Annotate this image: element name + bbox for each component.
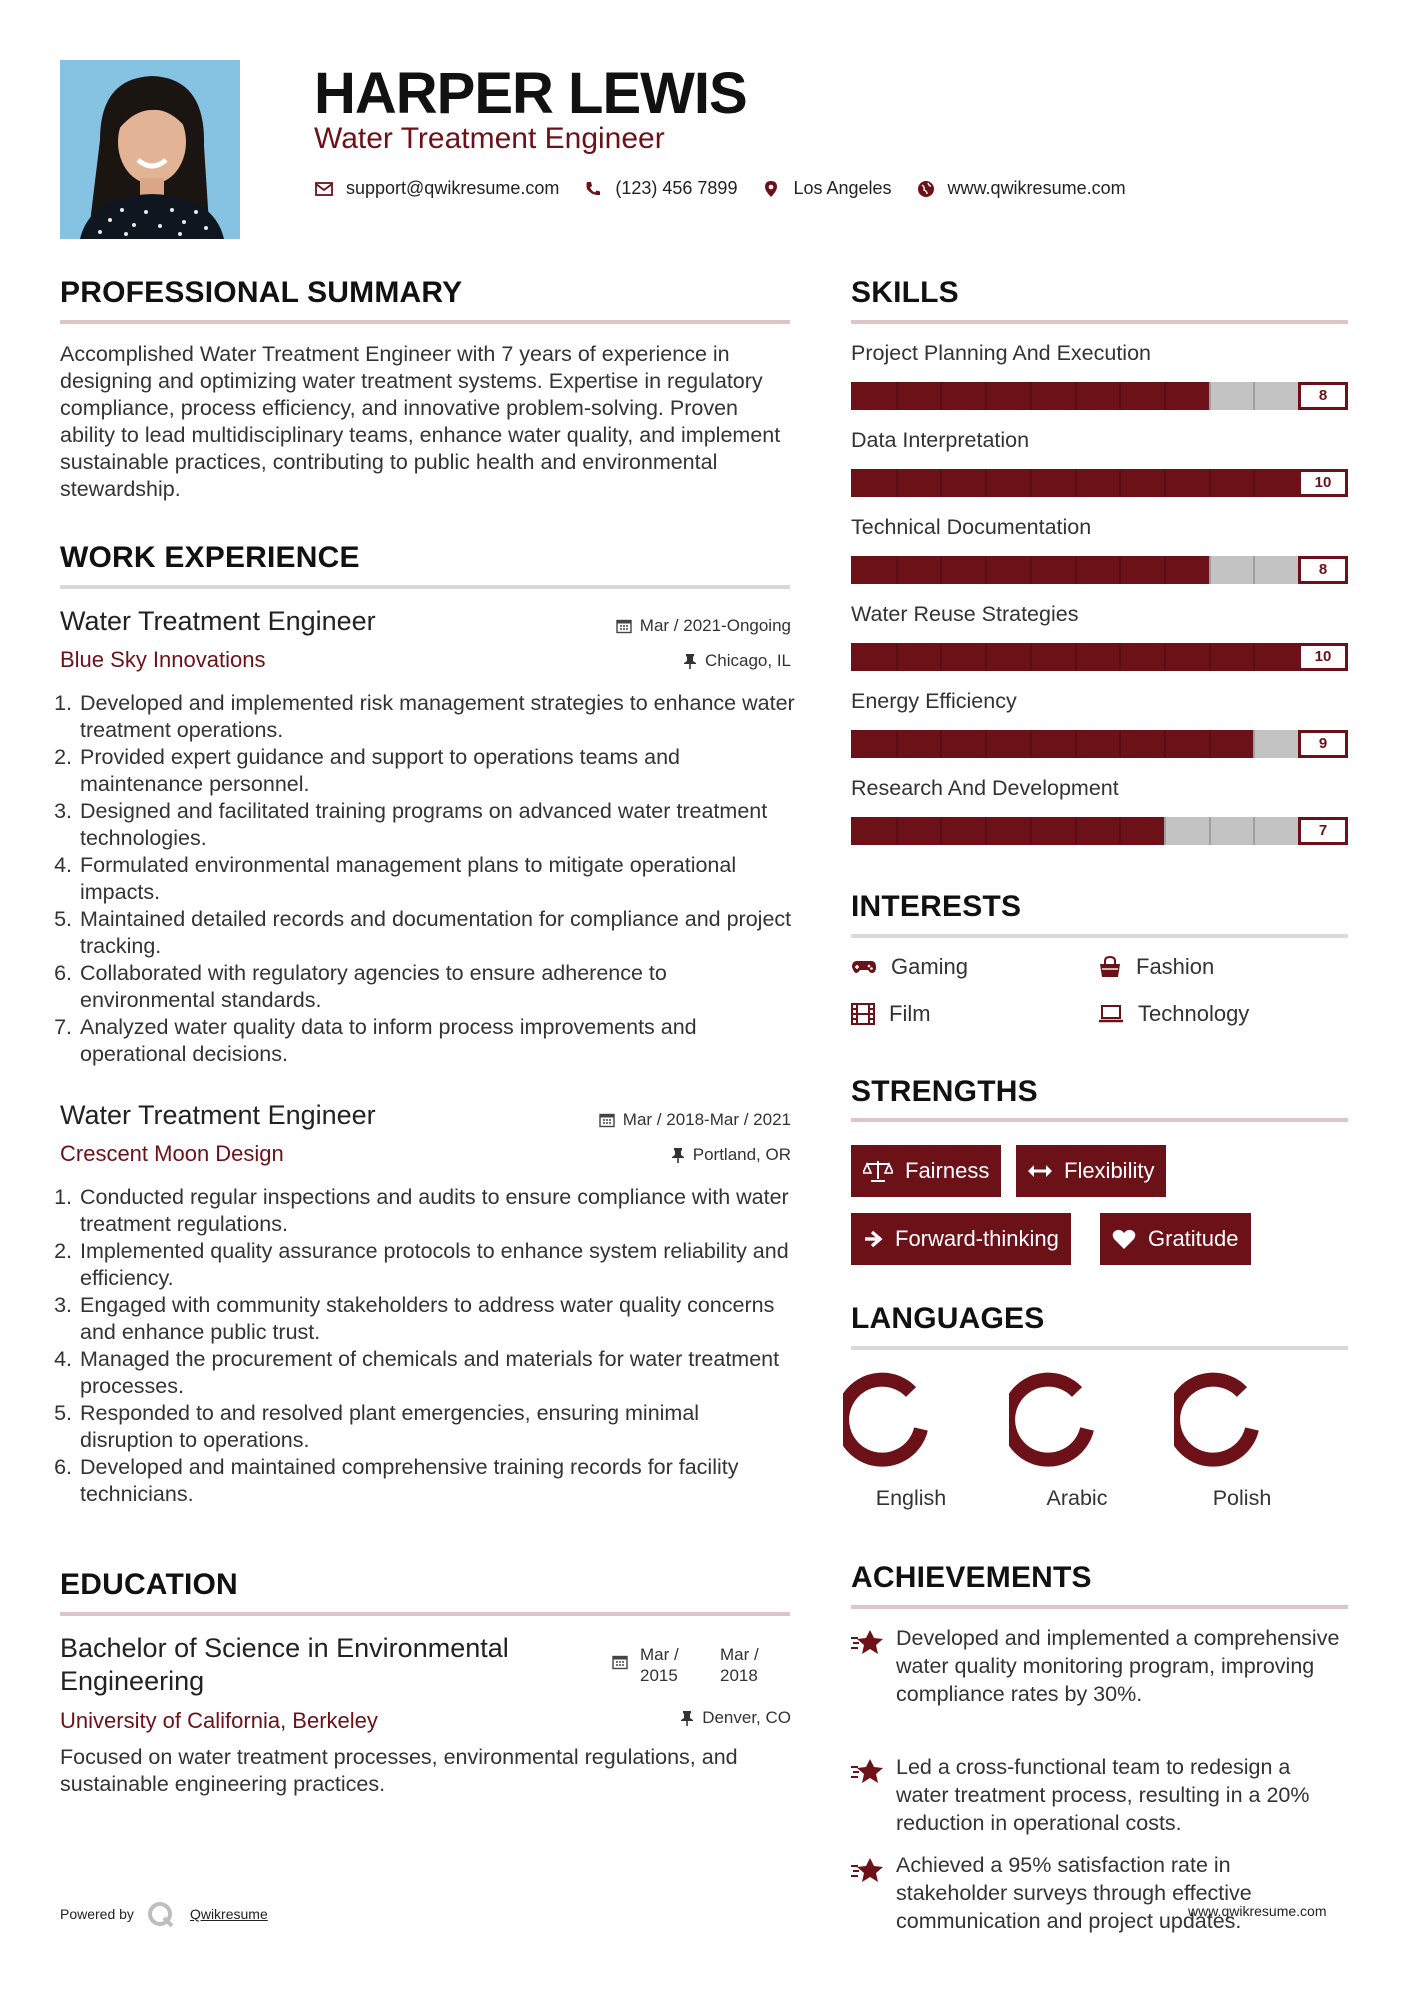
list-item: 5. Responded to and resolved plant emergencies, ensuring minimal disruption to operations. <box>78 1400 795 1454</box>
achievement-item: Developed and implemented a comprehensive water quality monitoring program, improving compliance rates by 30%. <box>896 1626 1340 1706</box>
skill-bar-segment <box>896 556 898 584</box>
interest-technology <box>1098 1001 1249 1027</box>
skill-bar <box>851 730 1348 758</box>
shopping-bag-icon <box>1098 956 1122 978</box>
job-title: Water Treatment Engineer <box>60 1100 376 1130</box>
arrows-horizontal-icon <box>1028 1163 1052 1179</box>
education-dates <box>612 1644 776 1686</box>
skill-bar-segment <box>1253 469 1255 497</box>
skill-bar-segment <box>1030 469 1032 497</box>
language-ring-icon <box>1009 1371 1129 1471</box>
skill-bar-segment <box>1119 382 1121 410</box>
skill-bar-segment <box>1119 817 1121 845</box>
job-location-text: Portland, OR <box>692 1145 791 1164</box>
list-item: 5. Maintained detailed records and documentation for compliance and project tracking. <box>78 906 795 960</box>
strength-label: Fairness <box>905 1158 990 1183</box>
pushpin-icon <box>680 1710 694 1726</box>
strength-label: Gratitude <box>1148 1226 1239 1251</box>
skill-bar-segment <box>1030 643 1032 671</box>
experience-heading: WORK EXPERIENCE <box>60 541 360 574</box>
strength-label: Flexibility <box>1064 1158 1155 1183</box>
skill-bar <box>851 643 1348 671</box>
skill-bar-segment <box>1030 730 1032 758</box>
job-dates-text: Mar / 2018-Mar / 2021 <box>622 1110 791 1129</box>
skill-label: Research And Development <box>851 776 1119 800</box>
footer-url[interactable]: www.qwikresume.com <box>1188 1903 1327 1919</box>
skill-label: Water Reuse Strategies <box>851 602 1079 626</box>
skill-bar-fill <box>851 730 1253 758</box>
education-divider <box>60 1612 790 1616</box>
skill-bar-segment <box>896 730 898 758</box>
language-ring <box>1174 1371 1294 1476</box>
skill-bar-segment <box>1075 730 1077 758</box>
skill-bar-segment <box>1075 643 1077 671</box>
degree-title: Bachelor of Science in Environmental Engineering <box>60 1633 509 1696</box>
skill-label: Project Planning And Execution <box>851 341 1152 365</box>
list-item: 2. Provided expert guidance and support to operations teams and maintenance personnel. <box>78 744 795 798</box>
skill-bar-segment <box>1209 556 1211 584</box>
achievement-item: Achieved a 95% satisfaction rate in stakeholder surveys through effective communication and project updates. <box>896 1853 1252 1933</box>
list-item: 1. Conducted regular inspections and audits to ensure compliance with water treatment regulations. <box>78 1184 795 1238</box>
strengths-divider <box>851 1118 1348 1122</box>
skill-bar-segment <box>896 469 898 497</box>
skill-bar-segment <box>1253 817 1255 845</box>
strength-tag <box>851 1213 1071 1265</box>
interests-divider <box>851 934 1348 938</box>
interest-label: Technology <box>1138 1001 1250 1026</box>
job-location-text: Chicago, IL <box>705 651 791 670</box>
education-date-end: Mar / 2018 <box>720 1645 759 1685</box>
list-item: 4. Formulated environmental management plans to mitigate operational impacts. <box>78 852 795 906</box>
film-icon <box>851 1003 875 1025</box>
interest-fashion <box>1098 954 1214 980</box>
skill-bar-segment <box>1164 643 1166 671</box>
languages-heading: LANGUAGES <box>851 1302 1045 1335</box>
profile-photo <box>60 60 240 239</box>
skill-label: Energy Efficiency <box>851 689 1017 713</box>
skill-bar-segment <box>1253 730 1255 758</box>
education-location-text: Denver, CO <box>702 1708 791 1727</box>
skill-bar-segment <box>940 469 942 497</box>
pushpin-icon <box>683 653 697 669</box>
skill-score: 7 <box>1298 817 1348 845</box>
contact-email[interactable]: support@qwikresume.com <box>346 178 560 198</box>
contact-phone[interactable]: (123) 456 7899 <box>615 178 738 198</box>
education-date-start: Mar / 2015 <box>640 1645 679 1685</box>
skill-bar-segment <box>1119 556 1121 584</box>
job-title: Water Treatment Engineer <box>60 606 376 636</box>
contact-location: Los Angeles <box>793 178 892 198</box>
skill-score: 10 <box>1298 469 1348 497</box>
skill-bar-segment <box>1253 643 1255 671</box>
skill-label: Data Interpretation <box>851 428 1030 452</box>
skill-bar-segment <box>1164 817 1166 845</box>
skill-bar-segment <box>985 382 987 410</box>
skill-bar-segment <box>940 382 942 410</box>
language-label: Polish <box>1212 1486 1272 1510</box>
star-icon <box>850 1628 884 1656</box>
job-bullets <box>60 690 795 1068</box>
skill-bar-segment <box>1209 817 1211 845</box>
skill-bar-segment <box>940 643 942 671</box>
school-name: University of California, Berkeley <box>60 1708 378 1733</box>
list-item: 6. Developed and maintained comprehensive training records for facility technicians. <box>78 1454 795 1508</box>
achievements-divider <box>851 1605 1348 1609</box>
skill-bar-segment <box>896 643 898 671</box>
envelope-icon <box>314 179 334 199</box>
list-item: 6. Collaborated with regulatory agencies to ensure adherence to environmental standards. <box>78 960 795 1014</box>
skill-bar-segment <box>940 817 942 845</box>
skill-bar-segment <box>1209 730 1211 758</box>
skill-bar-segment <box>985 556 987 584</box>
skill-bar-segment <box>985 817 987 845</box>
company-name: Blue Sky Innovations <box>60 647 266 672</box>
job-location <box>560 651 791 671</box>
star-icon <box>850 1757 884 1785</box>
list-item: 7. Analyzed water quality data to inform process improvements and operational decisions. <box>78 1014 795 1068</box>
summary-heading: PROFESSIONAL SUMMARY <box>60 276 463 309</box>
qwikresume-logo-icon <box>142 1900 182 1928</box>
skill-bar-segment <box>1164 469 1166 497</box>
interest-label: Gaming <box>891 954 969 979</box>
skill-bar-segment <box>1119 469 1121 497</box>
summary-divider <box>60 320 790 324</box>
skill-bar-segment <box>1253 382 1255 410</box>
skill-bar-segment <box>1209 643 1211 671</box>
skill-bar-segment <box>985 730 987 758</box>
skill-bar-segment <box>1253 556 1255 584</box>
star-icon <box>850 1856 884 1884</box>
skill-bar-segment <box>896 382 898 410</box>
language-label: Arabic <box>1046 1486 1108 1510</box>
skill-bar-segment <box>1164 382 1166 410</box>
skill-bar-segment <box>940 730 942 758</box>
strength-tag <box>1100 1213 1251 1265</box>
contact-website[interactable]: www.qwikresume.com <box>947 178 1126 198</box>
interest-film <box>851 1001 931 1027</box>
skill-bar-segment <box>1075 556 1077 584</box>
list-item: 1. Developed and implemented risk management strategies to enhance water treatment operations. <box>78 690 795 744</box>
language-ring-icon <box>1174 1371 1294 1471</box>
skill-bar <box>851 817 1348 845</box>
skill-bar-segment <box>1209 469 1211 497</box>
job-dates <box>560 616 791 636</box>
powered-by <box>60 1900 268 1928</box>
interests-heading: INTERESTS <box>851 890 1022 923</box>
skill-bar-segment <box>1164 556 1166 584</box>
skills-divider <box>851 320 1348 324</box>
strengths-heading: STRENGTHS <box>851 1075 1038 1108</box>
skill-bar-segment <box>1075 382 1077 410</box>
gamepad-icon <box>851 958 877 976</box>
powered-by-label: Powered by <box>60 1906 134 1922</box>
skill-bar-segment <box>1164 730 1166 758</box>
skill-bar-segment <box>896 817 898 845</box>
achievement-item: Led a cross-functional team to redesign a water treatment process, resulting in a 20% reduction in operational costs. <box>896 1755 1310 1835</box>
job-dates <box>540 1110 791 1130</box>
list-item: 3. Designed and facilitated training programs on advanced water treatment technologies. <box>78 798 795 852</box>
education-heading: EDUCATION <box>60 1568 238 1601</box>
education-description: Focused on water treatment processes, environmental regulations, and sustainable engineering practices. <box>60 1745 738 1796</box>
laptop-icon <box>1098 1004 1124 1024</box>
candidate-title: Water Treatment Engineer <box>314 122 665 155</box>
skill-label: Technical Documentation <box>851 515 1092 539</box>
achievements-heading: ACHIEVEMENTS <box>851 1561 1092 1594</box>
skill-bar-segment <box>1030 382 1032 410</box>
skill-score: 10 <box>1298 643 1348 671</box>
skill-bar <box>851 556 1348 584</box>
candidate-name: HARPER LEWIS <box>314 61 747 126</box>
skill-bar-segment <box>1119 730 1121 758</box>
company-name: Crescent Moon Design <box>60 1141 284 1166</box>
experience-divider <box>60 585 790 589</box>
calendar-icon <box>612 1654 628 1670</box>
skill-bar-segment <box>940 556 942 584</box>
pushpin-icon <box>671 1147 685 1163</box>
calendar-icon <box>616 618 632 634</box>
heart-icon <box>1112 1228 1136 1250</box>
skill-bar <box>851 469 1348 497</box>
language-ring <box>1009 1371 1129 1476</box>
skill-bar-segment <box>1075 469 1077 497</box>
languages-divider <box>851 1346 1348 1350</box>
job-bullets <box>60 1184 795 1508</box>
skill-bar-segment <box>1075 817 1077 845</box>
skill-score: 9 <box>1298 730 1348 758</box>
education-location <box>560 1708 791 1728</box>
strength-tag <box>851 1145 1001 1197</box>
list-item: 3. Engaged with community stakeholders to address water quality concerns and enhance public trust. <box>78 1292 795 1346</box>
skills-heading: SKILLS <box>851 276 959 309</box>
list-item: 4. Managed the procurement of chemicals and materials for water treatment processes. <box>78 1346 795 1400</box>
globe-icon <box>916 179 936 199</box>
arrow-right-icon <box>863 1229 883 1249</box>
strength-tag <box>1016 1145 1166 1197</box>
calendar-icon <box>599 1112 615 1128</box>
qwikresume-link[interactable]: Qwikresume <box>189 1906 268 1922</box>
contact-bar <box>314 178 1150 199</box>
skill-bar-segment <box>1209 382 1211 410</box>
balance-scale-icon <box>863 1159 893 1183</box>
phone-icon <box>583 179 603 199</box>
job-location <box>560 1145 791 1165</box>
skill-bar-segment <box>985 469 987 497</box>
skill-bar-segment <box>1030 556 1032 584</box>
language-label: English <box>875 1486 947 1510</box>
skill-bar-segment <box>1030 817 1032 845</box>
map-pin-icon <box>761 179 781 199</box>
job-dates-text: Mar / 2021-Ongoing <box>639 616 791 635</box>
strength-label: Forward-thinking <box>895 1226 1059 1251</box>
interest-gaming <box>851 954 968 980</box>
summary-text: Accomplished Water Treatment Engineer with 7 years of experience in designing and optimizing water treatment systems. Expertise in regulatory compliance, process efficiency, and innovative problem-solving. Proven ability to lead multidisciplinary teams, enhance water quality, and implement sustainable practices, contributing to public health and environmental stewardship. <box>60 342 781 501</box>
language-ring <box>843 1371 963 1476</box>
skill-bar-segment <box>1119 643 1121 671</box>
interest-label: Fashion <box>1136 954 1215 979</box>
skill-bar-segment <box>985 643 987 671</box>
skill-bar <box>851 382 1348 410</box>
language-ring-icon <box>843 1371 963 1471</box>
skill-score: 8 <box>1298 556 1348 584</box>
interest-label: Film <box>889 1001 931 1026</box>
list-item: 2. Implemented quality assurance protocols to enhance system reliability and efficiency. <box>78 1238 795 1292</box>
skill-score: 8 <box>1298 382 1348 410</box>
